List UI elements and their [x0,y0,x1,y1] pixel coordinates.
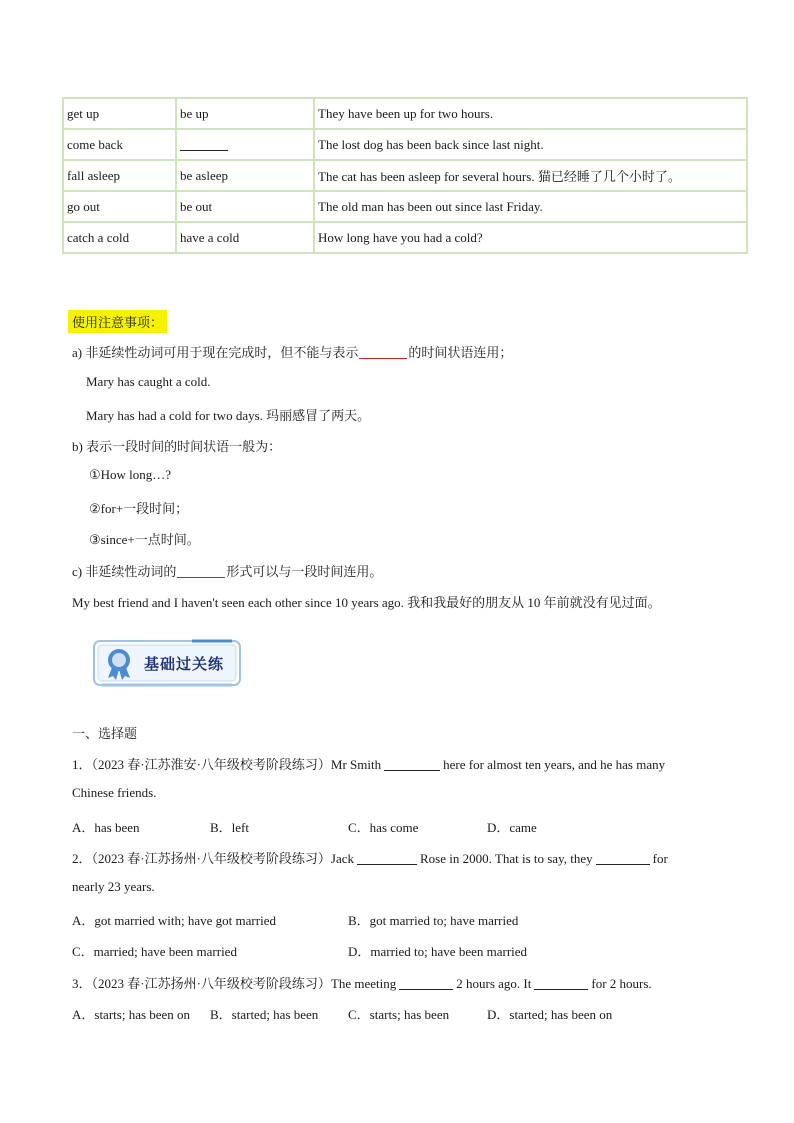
answer-blank[interactable] [357,850,417,865]
banner-label: 基础过关练 [144,655,225,673]
note-b-item-1: ①How long…? [89,467,172,482]
note-a-example-1: Mary has caught a cold. [86,374,211,389]
option-b[interactable]: B．left [210,820,249,835]
example-cell: The cat has been asleep for several hours. 猫已经睡了几个小时了。 [314,160,747,191]
option-c[interactable]: C．married; have been married [72,944,237,959]
answer-blank[interactable] [177,563,225,578]
option-d[interactable]: D．married to; have been married [348,944,528,959]
option-c[interactable]: C．has come [348,820,419,835]
table-row [63,98,747,129]
phrase-cell: catch a cold [63,222,176,253]
note-c: c) 非延续性动词的 形式可以与一段时间连用。 [72,564,383,579]
verb-phrase-table [62,97,748,254]
question-3: 3．（2023 春·江苏扬州·八年级校考阶段练习）The meeting 2 hours ago. It for 2 hours. [72,976,652,991]
option-b[interactable]: B．started; has been [210,1007,319,1022]
option-a[interactable]: A．starts; has been on [72,1007,191,1022]
award-ribbon-icon [104,647,134,681]
note-a-example-2: Mary has had a cold for two days. 玛丽感冒了两天。 [86,408,371,423]
section-title: 一、选择题 [72,726,138,741]
answer-blank[interactable] [534,975,588,990]
option-b[interactable]: B．got married to; have married [348,913,519,928]
note-a: a) 非延续性动词可用于现在完成时，但不能与表示 的时间状语连用； [72,345,513,360]
option-d[interactable]: D．came [487,820,537,835]
state-cell: be asleep [176,160,314,191]
example-cell: The lost dog has been back since last night. [314,129,747,160]
answer-blank[interactable] [384,756,440,771]
question-2: 2．（2023 春·江苏扬州·八年级校考阶段练习）Jack Rose in 2000. That is to say, they for [72,851,668,866]
table-row [63,160,747,191]
table-row [63,222,747,253]
answer-blank[interactable] [399,975,453,990]
question-1: 1．（2023 春·江苏淮安·八年级校考阶段练习）Mr Smith here for almost ten years, and he has many [72,757,666,772]
table-row [63,191,747,222]
option-c[interactable]: C．starts; has been [348,1007,450,1022]
question-2-line-2: nearly 23 years. [72,879,155,894]
example-cell: The old man has been out since last Friday. [314,191,747,222]
answer-blank[interactable] [359,344,407,359]
example-cell: How long have you had a cold? [314,222,747,253]
example-cell: They have been up for two hours. [314,98,747,129]
note-b-item-3: ③since+一点时间。 [89,532,200,547]
question-1-line-2: Chinese friends. [72,785,157,800]
phrase-cell: go out [63,191,176,222]
state-cell: be out [176,191,314,222]
state-cell [176,129,314,160]
answer-blank[interactable] [180,136,228,151]
phrase-cell: come back [63,129,176,160]
answer-blank[interactable] [596,850,650,865]
option-d[interactable]: D．started; has been on [487,1007,613,1022]
option-a[interactable]: A．has been [72,820,140,835]
note-c-example: My best friend and I haven't seen each other since 10 years ago. 我和我最好的朋友从 10 年前就没有见过面。 [72,595,661,610]
state-cell: be up [176,98,314,129]
phrase-cell: fall asleep [63,160,176,191]
note-b: b) 表示一段时间的时间状语一般为： [72,439,282,454]
table-row [63,129,747,160]
option-a[interactable]: A．got married with; have got married [72,913,276,928]
phrase-cell: get up [63,98,176,129]
section-banner [92,637,242,689]
state-cell: have a cold [176,222,314,253]
notes-title: 使用注意事项： [68,310,167,333]
note-b-item-2: ②for+一段时间； [89,501,189,516]
